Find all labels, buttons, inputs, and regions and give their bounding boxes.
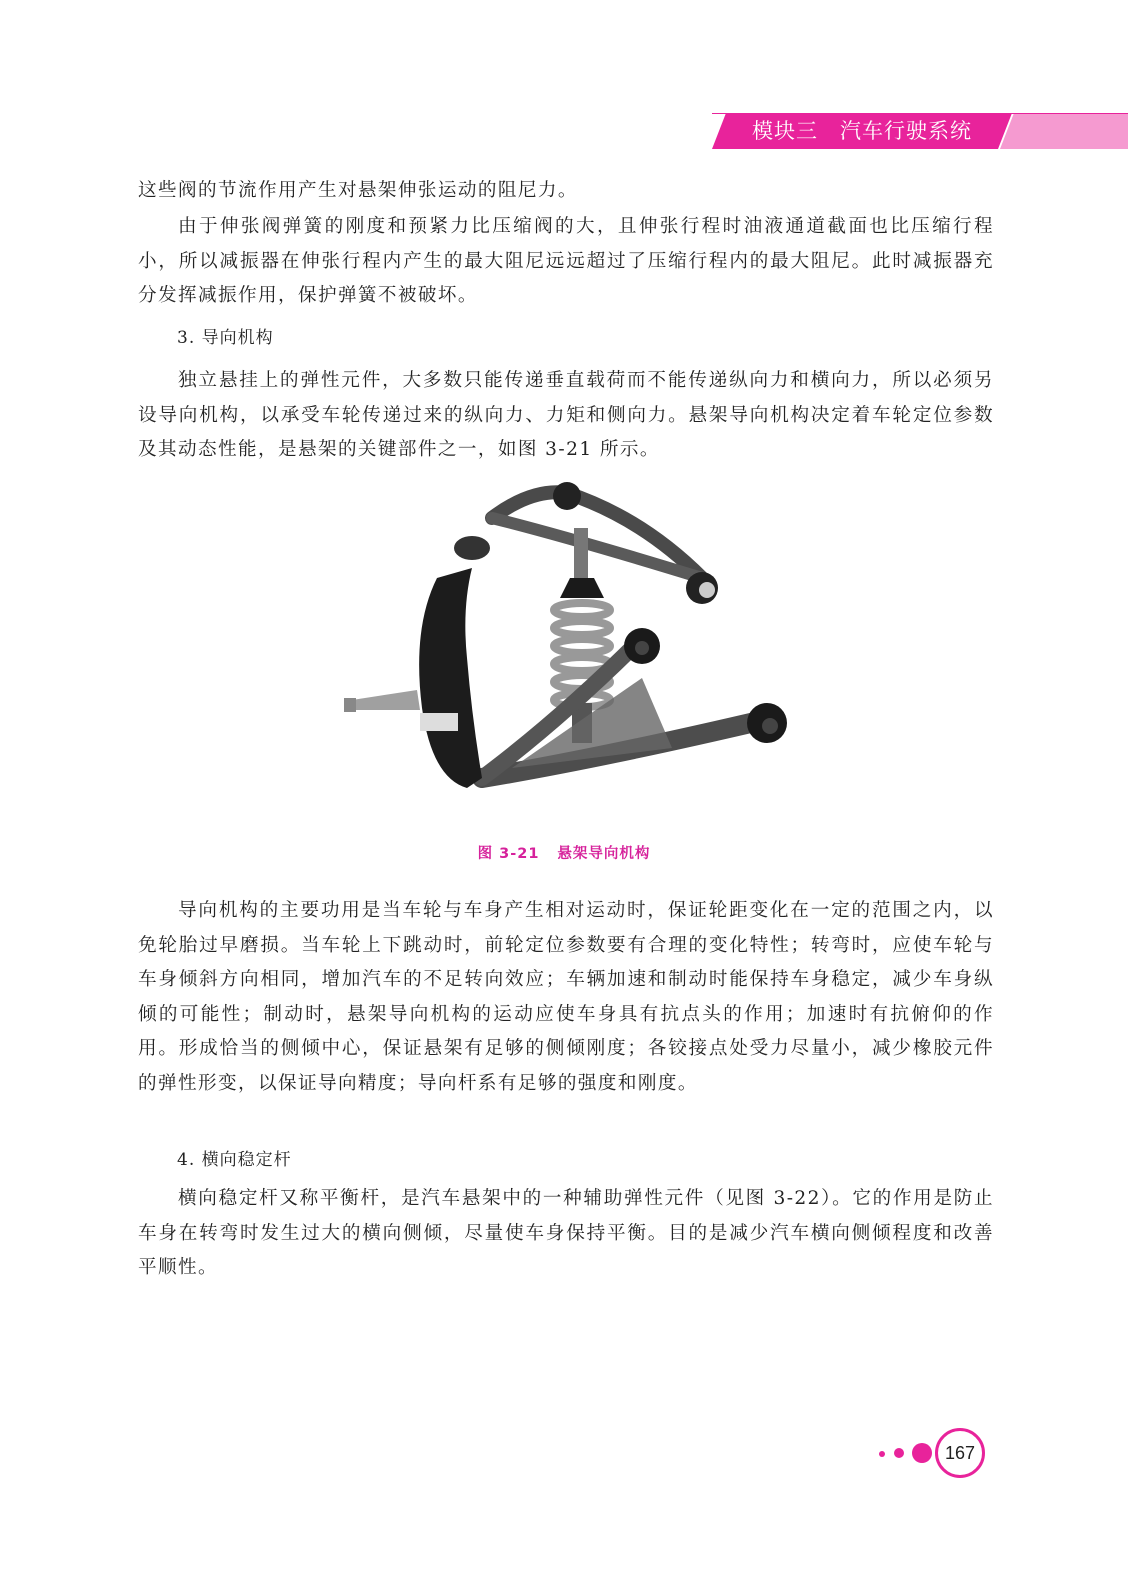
paragraph-continuation: 这些阀的节流作用产生对悬架伸张运动的阻尼力。	[138, 180, 578, 201]
section-heading-stabilizer-bar: 4. 横向稳定杆	[177, 1150, 292, 1170]
paragraph-guide-mechanism-function: 导向机构的主要功用是当车轮与车身产生相对运动时，保证轮距变化在一定的范围之内，以免轮胎过早磨损。当车轮上下跳动时，前轮定位参数要有合理的变化特性；转弯时，应使车轮与车身倾斜方向相同，增加汽车的不足转向效应；车辆加速和制动时能保持车身稳定，减少车身纵倾的可能性；制动时，悬架导向机构的运动应使车身具有抗点头的作用；加速时有抗俯仰的作用。形成恰当的侧倾中心，保证悬架有足够的侧倾刚度；各铰接点处受力尽量小，减少橡胶元件的弹性形变，以保证导向精度；导向杆系有足够的强度和刚度。	[138, 900, 994, 1094]
paragraph-guide-mechanism-intro: 独立悬挂上的弹性元件，大多数只能传递垂直载荷而不能传递纵向力和横向力，所以必须另设导向机构，以承受车轮传递过来的纵向力、力矩和侧向力。悬架导向机构决定着车轮定位参数及其动态性能，是悬架的关键部件之一，如图 3-21 所示。	[138, 370, 994, 461]
module-banner	[712, 113, 1128, 149]
suspension-guide-mechanism-figure	[342, 478, 792, 808]
page-number: 167	[935, 1428, 985, 1478]
banner-title	[752, 117, 972, 145]
module-label: 模块三	[752, 119, 818, 143]
decor-dot-small	[879, 1451, 885, 1457]
figure-number: 图 3-21	[477, 846, 540, 862]
paragraph-damper-stroke: 由于伸张阀弹簧的刚度和预紧力比压缩阀的大，且伸张行程时油液通道截面也比压缩行程小，所以减振器在伸张行程内产生的最大阻尼远远超过了压缩行程内的最大阻尼。此时减振器充分发挥减振作用，保护弹簧不被破坏。	[138, 216, 994, 307]
figure-title: 悬架导向机构	[557, 846, 651, 862]
section-heading-guide-mechanism: 3. 导向机构	[177, 328, 274, 348]
decor-dot-medium	[894, 1448, 904, 1458]
figure-caption	[0, 842, 1128, 863]
paragraph-stabilizer-bar: 横向稳定杆又称平衡杆，是汽车悬架中的一种辅助弹性元件（见图 3-22）。它的作用是防止车身在转弯时发生过大的横向侧倾，尽量使车身保持平衡。目的是减少汽车横向侧倾程度和改善平顺性。	[138, 1188, 994, 1279]
decor-dot-large	[912, 1443, 932, 1463]
module-title: 汽车行驶系统	[840, 119, 972, 143]
page-number-badge	[876, 1427, 996, 1479]
